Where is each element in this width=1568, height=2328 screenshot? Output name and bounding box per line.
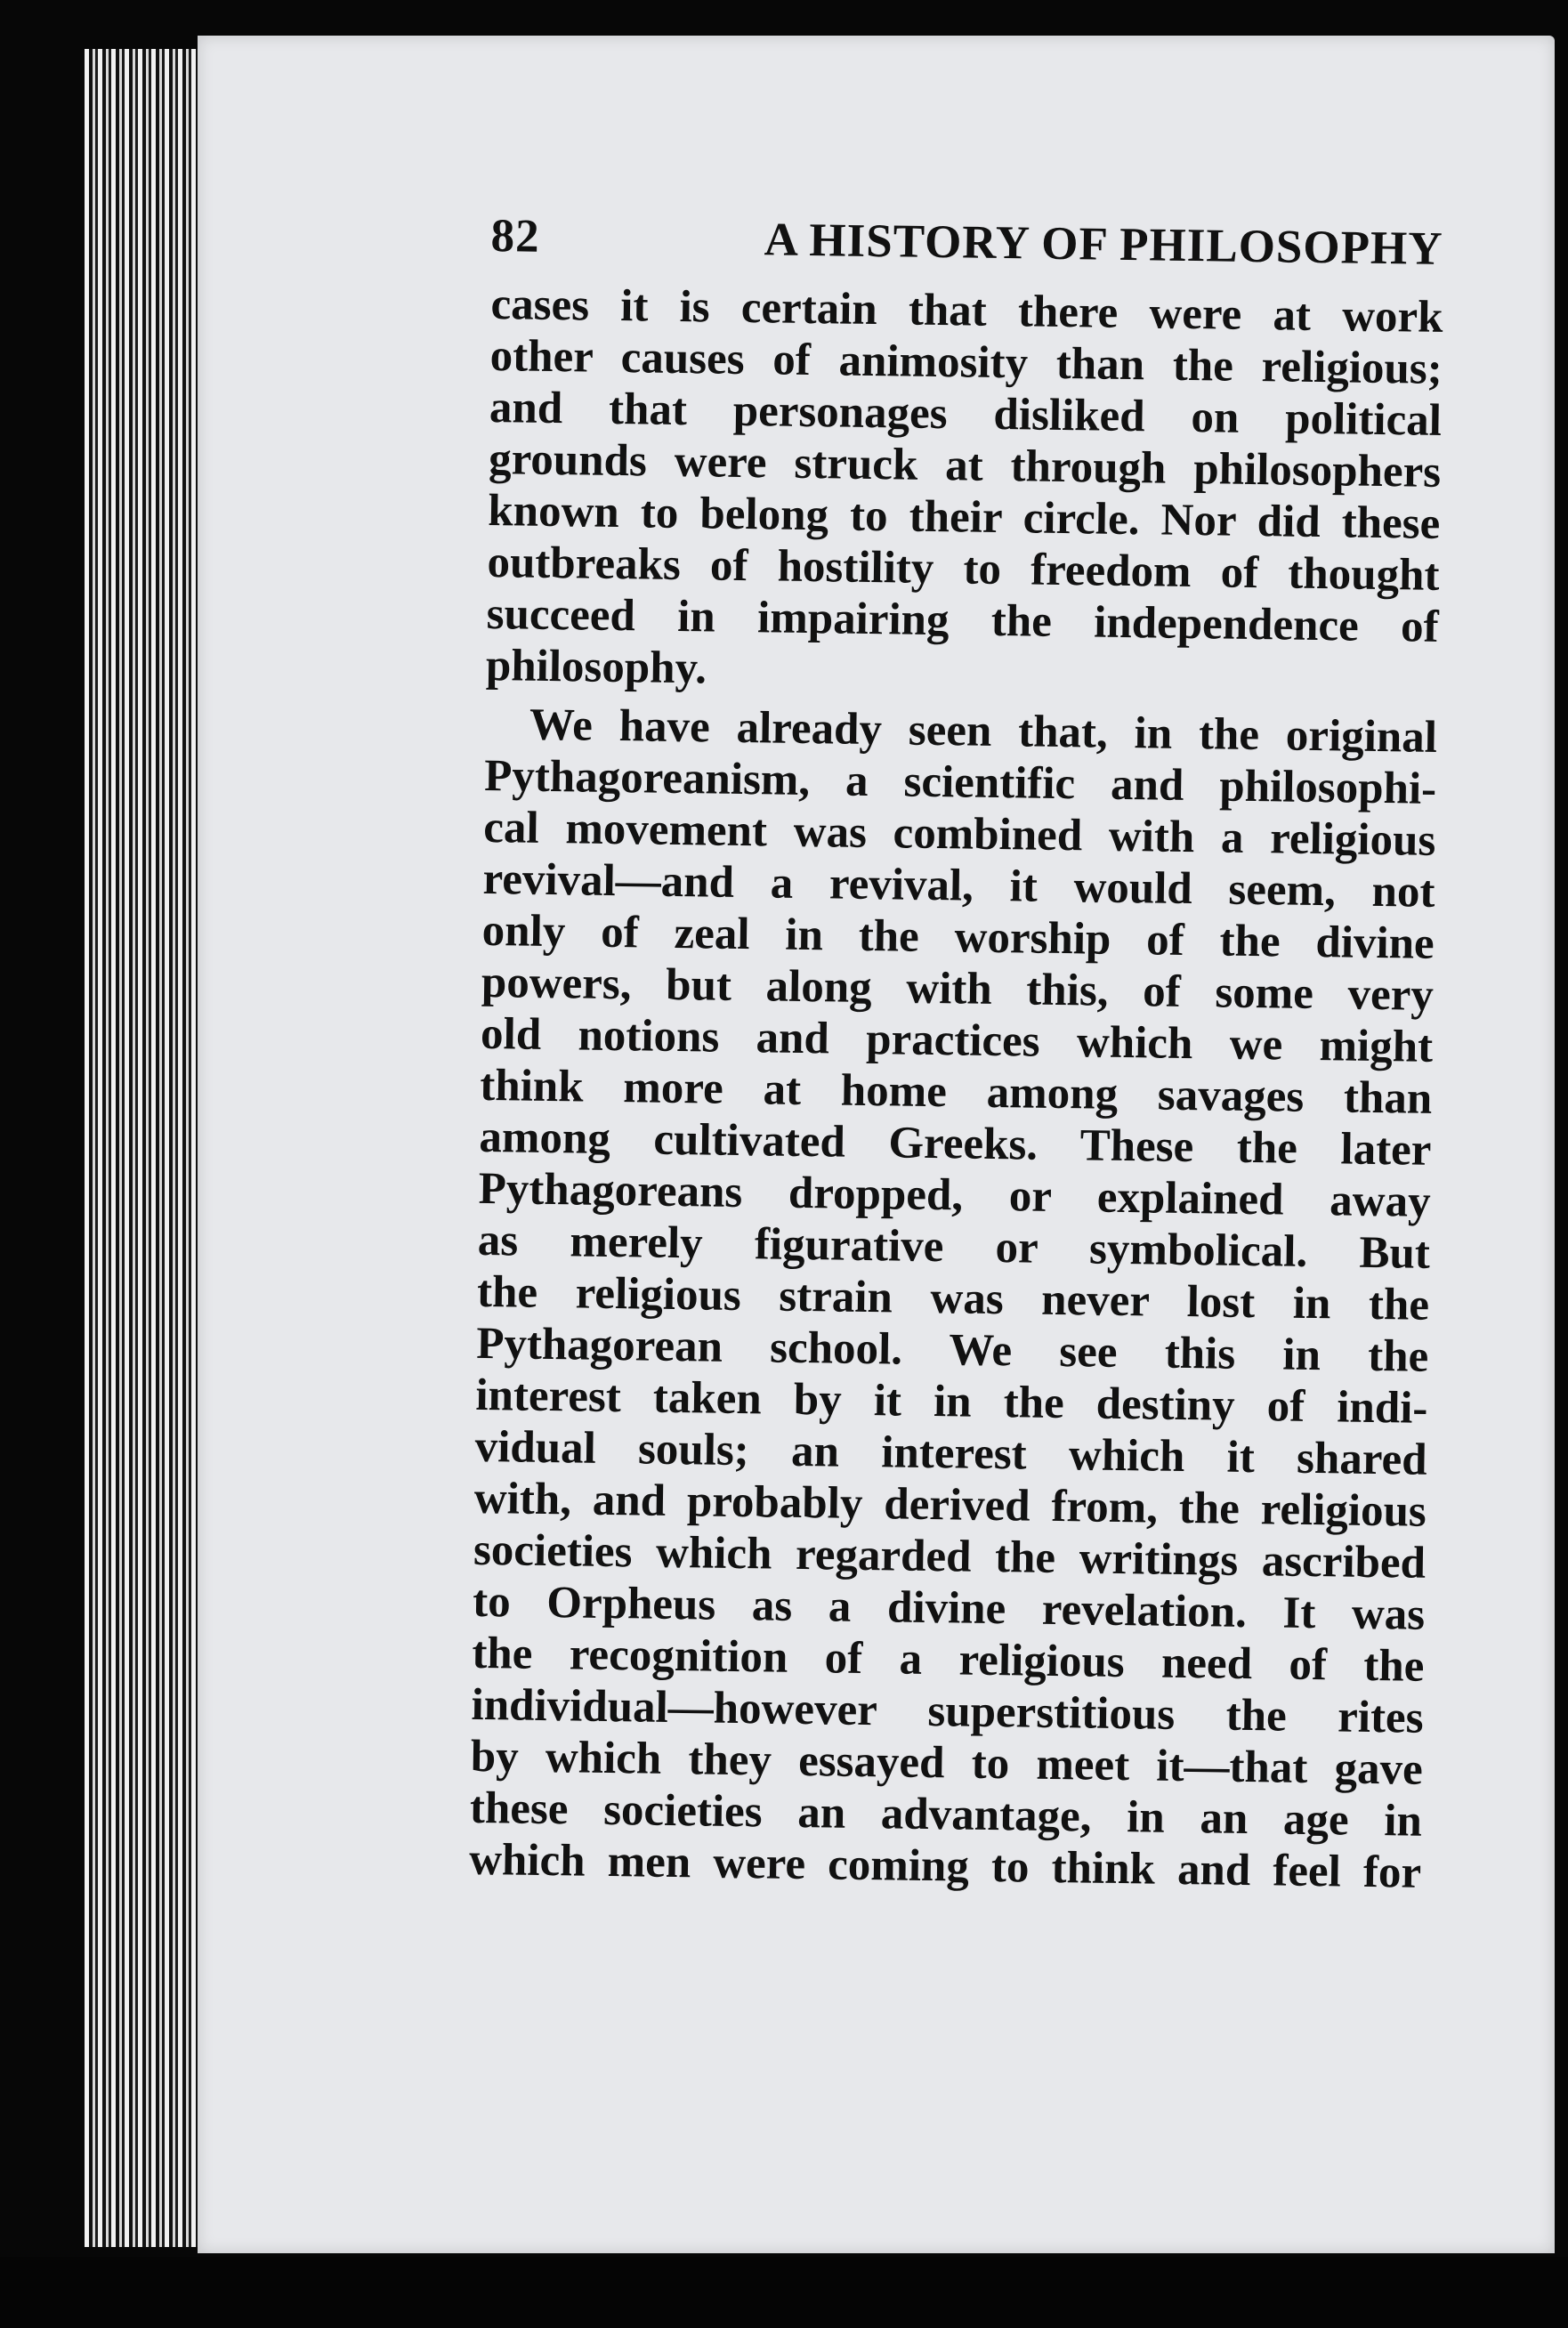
text-line: powers, but along with this, of some very bbox=[481, 957, 1435, 1021]
page-number: 82 bbox=[490, 209, 540, 263]
running-header bbox=[490, 209, 1443, 276]
text-line: cal movement was combined with a religious bbox=[482, 802, 1436, 866]
text-line: to Orpheus as a divine revelation. It was bbox=[472, 1576, 1426, 1640]
page-content bbox=[468, 209, 1443, 1898]
text-line: with, and probably derived from, the religious bbox=[473, 1473, 1427, 1537]
text-line: Pythagoreans dropped, or explained away bbox=[478, 1163, 1432, 1227]
text-line: Pythagorean school. We see this in the bbox=[475, 1318, 1429, 1382]
text-line: the recognition of a religious need of the bbox=[472, 1628, 1425, 1692]
text-line: old notions and practices which we might bbox=[480, 1008, 1434, 1072]
text-line: as merely figurative or symbolical. But bbox=[477, 1215, 1431, 1279]
text-line: only of zeal in the worship of the divine bbox=[481, 905, 1435, 969]
text-line: and that personages disliked on political bbox=[489, 382, 1443, 446]
scan-bottom-edge bbox=[0, 2257, 1568, 2328]
text-line: these societies an advantage, in an age in bbox=[469, 1782, 1423, 1847]
text-line: philosophy. bbox=[485, 640, 707, 694]
text-line: think more at home among savages than bbox=[479, 1060, 1433, 1124]
book-page bbox=[198, 36, 1555, 2253]
text-line: vidual souls; an interest which it shared bbox=[474, 1421, 1427, 1485]
body-text bbox=[469, 279, 1443, 1899]
text-line: by which they essayed to meet it—that gave bbox=[470, 1731, 1424, 1795]
text-line: the religious strain was never lost in the bbox=[476, 1266, 1430, 1330]
book-page-edges bbox=[85, 49, 200, 2247]
text-line: We have already seen that, in the original bbox=[529, 699, 1438, 763]
text-line: societies which regarded the writings ascribed bbox=[473, 1524, 1427, 1588]
text-line: which men were coming to think and feel for bbox=[468, 1834, 1422, 1898]
text-line: interest taken by it in the destiny of indi- bbox=[475, 1370, 1428, 1434]
text-line: other causes of animosity than the religious; bbox=[489, 330, 1443, 394]
text-line: succeed in impairing the independence of bbox=[486, 588, 1440, 652]
text-line: individual—however superstitious the rites bbox=[471, 1679, 1424, 1743]
running-title: A HISTORY OF PHILOSOPHY bbox=[764, 214, 1443, 275]
text-line: among cultivated Greeks. These the later bbox=[479, 1111, 1432, 1176]
text-line: known to belong to their circle. Nor did these bbox=[487, 485, 1441, 549]
text-line: cases it is certain that there were at work bbox=[490, 279, 1443, 343]
text-line: Pythagoreanism, a scientific and philosophi- bbox=[483, 750, 1437, 814]
text-line: grounds were struck at through philosophers bbox=[488, 433, 1442, 497]
text-line: outbreaks of hostility to freedom of thought bbox=[487, 537, 1440, 601]
text-line: revival—and a revival, it would seem, not bbox=[482, 853, 1435, 917]
